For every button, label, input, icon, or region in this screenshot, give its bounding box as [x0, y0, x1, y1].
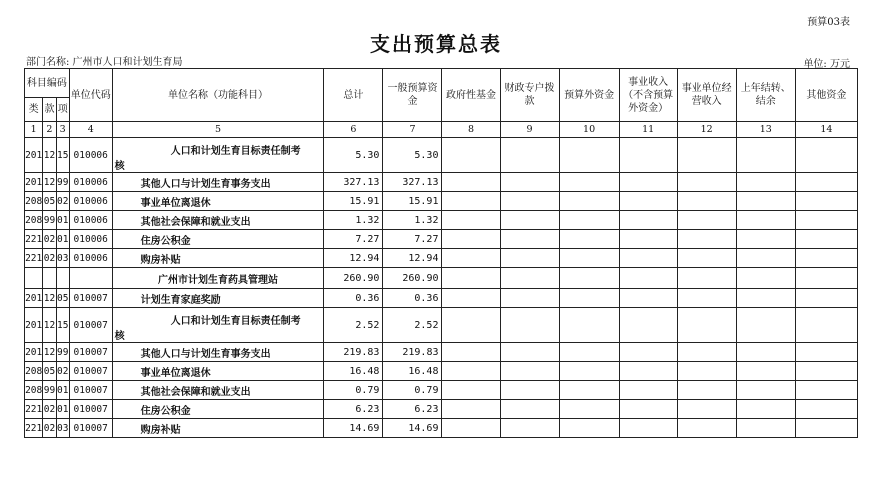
- unit-code-cell: 010007: [69, 343, 112, 362]
- lei-cell: 201: [25, 138, 43, 173]
- empty-cell: [677, 268, 736, 289]
- unit-code-cell: 010006: [69, 192, 112, 211]
- kuan-cell: 02: [43, 400, 56, 419]
- general-budget-cell: 14.69: [383, 419, 442, 438]
- empty-cell: [442, 308, 500, 343]
- lei-cell: 208: [25, 362, 43, 381]
- unit-name-cell: 购房补贴: [112, 249, 324, 268]
- empty-cell: [677, 308, 736, 343]
- empty-cell: [500, 173, 559, 192]
- general-budget-cell: 2.52: [383, 308, 442, 343]
- empty-cell: [619, 400, 677, 419]
- kuan-cell: 02: [43, 230, 56, 249]
- empty-cell: [559, 381, 619, 400]
- kuan-cell: 05: [43, 192, 56, 211]
- empty-cell: [619, 249, 677, 268]
- column-index-cell: 1: [25, 122, 43, 138]
- general-budget-cell: 219.83: [383, 343, 442, 362]
- empty-cell: [442, 173, 500, 192]
- empty-cell: [500, 308, 559, 343]
- xiang-cell: [56, 268, 69, 289]
- empty-cell: [677, 192, 736, 211]
- table-row: [25, 138, 858, 173]
- xiang-cell: 01: [56, 381, 69, 400]
- lei-cell: 208: [25, 211, 43, 230]
- xiang-cell: 05: [56, 289, 69, 308]
- empty-cell: [795, 249, 857, 268]
- empty-cell: [736, 211, 795, 230]
- empty-cell: [619, 343, 677, 362]
- column-index-cell: 7: [383, 122, 442, 138]
- empty-cell: [736, 362, 795, 381]
- header-kuan: 款: [43, 98, 56, 122]
- empty-cell: [442, 211, 500, 230]
- empty-cell: [559, 173, 619, 192]
- total-cell: 12.94: [324, 249, 383, 268]
- lei-cell: 201: [25, 173, 43, 192]
- column-index-cell: 6: [324, 122, 383, 138]
- table-row: [25, 419, 858, 438]
- kuan-cell: 02: [43, 419, 56, 438]
- column-index-cell: 13: [736, 122, 795, 138]
- unit-code-cell: 010006: [69, 211, 112, 230]
- total-cell: 0.79: [324, 381, 383, 400]
- empty-cell: [500, 400, 559, 419]
- column-index-cell: 11: [619, 122, 677, 138]
- empty-cell: [736, 230, 795, 249]
- empty-cell: [500, 343, 559, 362]
- unit-name-cell: 事业单位离退休: [112, 362, 324, 381]
- kuan-cell: 02: [43, 249, 56, 268]
- unit-code-cell: 010006: [69, 230, 112, 249]
- xiang-cell: 01: [56, 230, 69, 249]
- general-budget-cell: 260.90: [383, 268, 442, 289]
- empty-cell: [559, 362, 619, 381]
- empty-cell: [559, 249, 619, 268]
- empty-cell: [619, 173, 677, 192]
- lei-cell: 201: [25, 343, 43, 362]
- table-row: [25, 249, 858, 268]
- empty-cell: [736, 249, 795, 268]
- empty-cell: [795, 173, 857, 192]
- empty-cell: [559, 211, 619, 230]
- unit-name-cell: 其他人口与计划生育事务支出: [112, 343, 324, 362]
- xiang-cell: 02: [56, 362, 69, 381]
- empty-cell: [500, 289, 559, 308]
- general-budget-cell: 5.30: [383, 138, 442, 173]
- unit-code-cell: 010006: [69, 173, 112, 192]
- empty-cell: [442, 343, 500, 362]
- header-xiang: 项: [56, 98, 69, 122]
- empty-cell: [619, 308, 677, 343]
- empty-cell: [736, 308, 795, 343]
- column-index-cell: 14: [795, 122, 857, 138]
- header-subject-code: 科目编码: [25, 69, 70, 98]
- table-row: [25, 343, 858, 362]
- column-index-cell: 8: [442, 122, 500, 138]
- unit-name-line1: 人口和计划生育目标责任制考: [170, 316, 301, 327]
- empty-cell: [795, 400, 857, 419]
- header-total: 总计: [324, 69, 383, 122]
- budget-table: [24, 68, 858, 438]
- kuan-cell: 99: [43, 381, 56, 400]
- unit-name-cell: 住房公积金: [112, 230, 324, 249]
- empty-cell: [795, 192, 857, 211]
- empty-cell: [795, 308, 857, 343]
- empty-cell: [619, 211, 677, 230]
- table-row: [25, 308, 858, 343]
- general-budget-cell: 6.23: [383, 400, 442, 419]
- xiang-cell: 03: [56, 249, 69, 268]
- table-row: [25, 192, 858, 211]
- empty-cell: [559, 138, 619, 173]
- empty-cell: [795, 268, 857, 289]
- department-label: 部门名称: 广州市人口和计划生育局: [26, 57, 183, 68]
- empty-cell: [736, 343, 795, 362]
- lei-cell: [25, 268, 43, 289]
- lei-cell: 221: [25, 249, 43, 268]
- empty-cell: [500, 192, 559, 211]
- empty-cell: [619, 268, 677, 289]
- lei-cell: 201: [25, 289, 43, 308]
- empty-cell: [559, 192, 619, 211]
- empty-cell: [559, 400, 619, 419]
- xiang-cell: 15: [56, 138, 69, 173]
- kuan-cell: 12: [43, 138, 56, 173]
- empty-cell: [677, 138, 736, 173]
- empty-cell: [442, 230, 500, 249]
- column-index-cell: 2: [43, 122, 56, 138]
- column-index-cell: 10: [559, 122, 619, 138]
- header-operating-income: 事业单位经营收入: [677, 69, 736, 122]
- empty-cell: [559, 343, 619, 362]
- empty-cell: [442, 249, 500, 268]
- unit-name-cell: 其他社会保障和就业支出: [112, 211, 324, 230]
- empty-cell: [736, 138, 795, 173]
- header-other-funds: 其他资金: [795, 69, 857, 122]
- lei-cell: 208: [25, 192, 43, 211]
- table-row: [25, 173, 858, 192]
- general-budget-cell: 0.36: [383, 289, 442, 308]
- unit-name-line2: 核: [114, 331, 125, 342]
- empty-cell: [442, 400, 500, 419]
- unit-code-cell: 010007: [69, 400, 112, 419]
- empty-cell: [500, 230, 559, 249]
- empty-cell: [677, 211, 736, 230]
- empty-cell: [736, 173, 795, 192]
- empty-cell: [795, 419, 857, 438]
- unit-code-cell: 010007: [69, 362, 112, 381]
- kuan-cell: 12: [43, 289, 56, 308]
- empty-cell: [500, 362, 559, 381]
- empty-cell: [442, 289, 500, 308]
- empty-cell: [677, 381, 736, 400]
- table-row: [25, 211, 858, 230]
- total-cell: 14.69: [324, 419, 383, 438]
- lei-cell: 221: [25, 400, 43, 419]
- header-business-income: 事业收入（不含预算外资金）: [619, 69, 677, 122]
- lei-cell: 221: [25, 230, 43, 249]
- empty-cell: [500, 419, 559, 438]
- unit-code-cell: 010007: [69, 381, 112, 400]
- unit-name-cell: 计划生育家庭奖励: [112, 289, 324, 308]
- total-cell: 7.27: [324, 230, 383, 249]
- kuan-cell: 12: [43, 343, 56, 362]
- kuan-cell: [43, 268, 56, 289]
- column-index-row: [25, 122, 858, 138]
- xiang-cell: 01: [56, 211, 69, 230]
- empty-cell: [677, 230, 736, 249]
- empty-cell: [677, 249, 736, 268]
- empty-cell: [500, 249, 559, 268]
- empty-cell: [442, 192, 500, 211]
- unit-name-cell: [112, 138, 324, 173]
- empty-cell: [442, 268, 500, 289]
- xiang-cell: 15: [56, 308, 69, 343]
- empty-cell: [736, 381, 795, 400]
- empty-cell: [442, 362, 500, 381]
- unit-name-cell: 住房公积金: [112, 400, 324, 419]
- empty-cell: [619, 381, 677, 400]
- total-cell: 2.52: [324, 308, 383, 343]
- page-title: 支出预算总表: [370, 32, 502, 56]
- total-cell: 16.48: [324, 362, 383, 381]
- general-budget-cell: 327.13: [383, 173, 442, 192]
- empty-cell: [500, 138, 559, 173]
- unit-name-cell: 事业单位离退休: [112, 192, 324, 211]
- general-budget-cell: 15.91: [383, 192, 442, 211]
- table-row: [25, 362, 858, 381]
- empty-cell: [736, 192, 795, 211]
- kuan-cell: 12: [43, 173, 56, 192]
- unit-name-line2: 核: [114, 161, 125, 172]
- header-unit-name: 单位名称（功能科目）: [112, 69, 324, 122]
- xiang-cell: 02: [56, 192, 69, 211]
- empty-cell: [442, 381, 500, 400]
- total-cell: 5.30: [324, 138, 383, 173]
- empty-cell: [619, 419, 677, 438]
- empty-cell: [736, 268, 795, 289]
- unit-name-cell: 其他社会保障和就业支出: [112, 381, 324, 400]
- general-budget-cell: 7.27: [383, 230, 442, 249]
- total-cell: 260.90: [324, 268, 383, 289]
- header-carryover: 上年结转、结余: [736, 69, 795, 122]
- empty-cell: [559, 419, 619, 438]
- empty-cell: [736, 289, 795, 308]
- column-index-cell: 4: [69, 122, 112, 138]
- unit-subtotal-row: [25, 268, 858, 289]
- empty-cell: [442, 138, 500, 173]
- empty-cell: [619, 138, 677, 173]
- unit-code-cell: 010006: [69, 249, 112, 268]
- empty-cell: [677, 400, 736, 419]
- empty-cell: [619, 289, 677, 308]
- total-cell: 0.36: [324, 289, 383, 308]
- unit-code-cell: 010006: [69, 138, 112, 173]
- general-budget-cell: 1.32: [383, 211, 442, 230]
- empty-cell: [795, 343, 857, 362]
- header-lei: 类: [25, 98, 43, 122]
- xiang-cell: 99: [56, 173, 69, 192]
- table-row: [25, 289, 858, 308]
- lei-cell: 221: [25, 419, 43, 438]
- general-budget-cell: 16.48: [383, 362, 442, 381]
- empty-cell: [677, 362, 736, 381]
- column-index-cell: 3: [56, 122, 69, 138]
- unit-name-cell: 购房补贴: [112, 419, 324, 438]
- lei-cell: 201: [25, 308, 43, 343]
- unit-name-cell: [112, 308, 324, 343]
- empty-cell: [795, 230, 857, 249]
- lei-cell: 208: [25, 381, 43, 400]
- empty-cell: [619, 192, 677, 211]
- empty-cell: [619, 362, 677, 381]
- header-extra-budget: 预算外资金: [559, 69, 619, 122]
- unit-name-cell: 其他人口与计划生育事务支出: [112, 173, 324, 192]
- unit-name-line1: 人口和计划生育目标责任制考: [170, 146, 301, 157]
- header-general-budget: 一般预算资金: [383, 69, 442, 122]
- unit-code-cell: 010007: [69, 308, 112, 343]
- total-cell: 219.83: [324, 343, 383, 362]
- empty-cell: [677, 343, 736, 362]
- empty-cell: [559, 230, 619, 249]
- unit-label: 单位: 万元: [803, 59, 850, 70]
- unit-code-cell: [69, 268, 112, 289]
- total-cell: 1.32: [324, 211, 383, 230]
- empty-cell: [559, 308, 619, 343]
- kuan-cell: 05: [43, 362, 56, 381]
- empty-cell: [795, 138, 857, 173]
- header-unit-code: 单位代码: [69, 69, 112, 122]
- xiang-cell: 99: [56, 343, 69, 362]
- table-row: [25, 230, 858, 249]
- header-special-fund: 财政专户拨款: [500, 69, 559, 122]
- kuan-cell: 12: [43, 308, 56, 343]
- xiang-cell: 03: [56, 419, 69, 438]
- empty-cell: [736, 419, 795, 438]
- empty-cell: [795, 362, 857, 381]
- kuan-cell: 99: [43, 211, 56, 230]
- general-budget-cell: 12.94: [383, 249, 442, 268]
- empty-cell: [795, 289, 857, 308]
- total-cell: 6.23: [324, 400, 383, 419]
- unit-code-cell: 010007: [69, 289, 112, 308]
- column-index-cell: 9: [500, 122, 559, 138]
- column-index-cell: 12: [677, 122, 736, 138]
- empty-cell: [559, 289, 619, 308]
- column-index-cell: 5: [112, 122, 324, 138]
- empty-cell: [559, 268, 619, 289]
- empty-cell: [677, 173, 736, 192]
- general-budget-cell: 0.79: [383, 381, 442, 400]
- empty-cell: [677, 419, 736, 438]
- empty-cell: [795, 381, 857, 400]
- total-cell: 15.91: [324, 192, 383, 211]
- empty-cell: [500, 211, 559, 230]
- xiang-cell: 01: [56, 400, 69, 419]
- empty-cell: [795, 211, 857, 230]
- total-cell: 327.13: [324, 173, 383, 192]
- header-gov-fund: 政府性基金: [442, 69, 500, 122]
- empty-cell: [500, 381, 559, 400]
- empty-cell: [677, 289, 736, 308]
- empty-cell: [442, 419, 500, 438]
- table-row: [25, 381, 858, 400]
- empty-cell: [500, 268, 559, 289]
- empty-cell: [736, 400, 795, 419]
- unit-name-cell: 广州市计划生育药具管理站: [112, 268, 324, 289]
- form-number: 预算03表: [807, 17, 850, 28]
- empty-cell: [619, 230, 677, 249]
- unit-code-cell: 010007: [69, 419, 112, 438]
- table-row: [25, 400, 858, 419]
